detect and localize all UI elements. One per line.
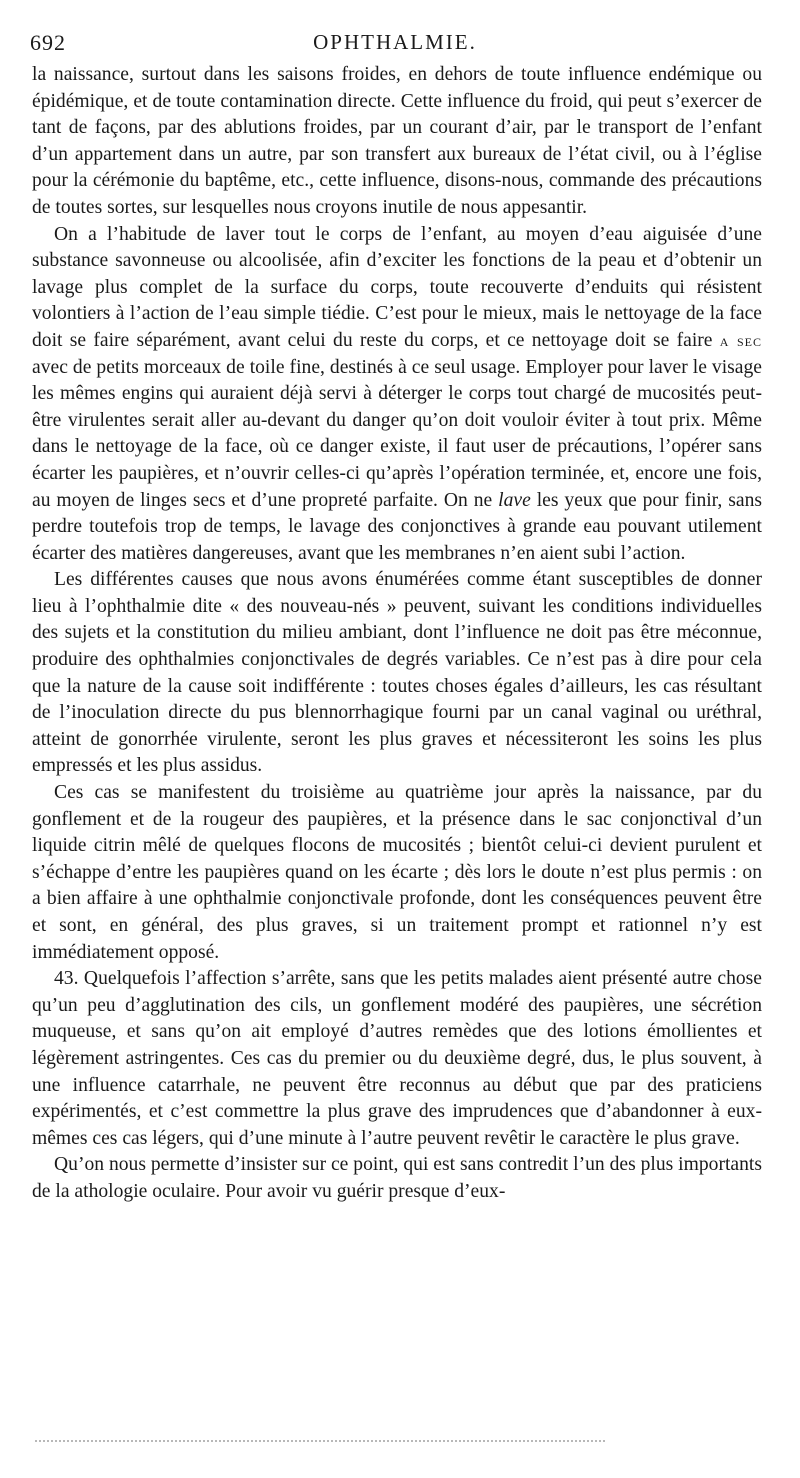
paragraph-6 <box>32 1152 762 1205</box>
paragraph-text: Qu’on nous permette d’insister sur ce point, qui est sans contredit l’un des plus importants de la athologie oculaire. Pour avoir vu guérir presque d’eux- <box>32 1154 762 1202</box>
paragraph-text: On a l’habitude de laver tout le corps de l’enfant, au moyen d’eau aiguisée d’une substance savonneuse ou alcoolisée, afin d’exciter les fonctions de la peau et d’obtenir un lavage plus complet de la surface du corps, toute recouverte d’enduits qui résistent volontiers à l’action de l’eau simple tiédie. C’est pour le mieux, mais le nettoyage de la face doit se faire séparément, avant celui du reste du corps, et ce nettoyage doit se faire <box>32 223 762 351</box>
smallcaps-text: a sec <box>719 330 762 350</box>
paragraph-text: Les différentes causes que nous avons énumérées comme étant susceptibles de donner lieu à l’ophthalmie dite « des nouveau-nés » peuvent, suivant les conditions individuelles des sujets et la constitution du milieu ambiant, dont l’influence ne doit pas être méconnue, produire des ophthalmies conjonctivales de degrés variables. Ce n’est pas à dire pour cela que la nature de la cause soit indifférente : toutes choses égales d’ailleurs, les cas résultant de l’inoculation directe du pus blennorrhagique fourni par un canal vaginal ou uréthral, atteint de gonorrhée virulente, seront les plus graves et nécessiteront les soins les plus empressés et les plus assidus. <box>32 569 762 777</box>
paragraph-5 <box>32 966 762 1152</box>
paragraph-text: 43. Quelquefois l’affection s’arrête, sans que les petits malades aient présenté autre chose qu’un peu d’agglutination des cils, un gonflement modéré des paupières, une sécrétion muqueuse, et sans qu’on ait employé d’autres remèdes que des lotions émollientes et légèrement astringentes. Ces cas du premier ou du deuxième degré, dus, le plus souvent, à une influence catarrhale, ne peuvent être reconnus au début que par des praticiens expérimentés, et c’est commettre la plus grave des imprudences que d’abandonner à eux-mêmes ces cas légers, qui d’une minute à l’autre peuvent revêtir le caractère le plus grave. <box>32 968 762 1149</box>
paragraph-3 <box>32 567 762 780</box>
emphasis-text: lave <box>498 489 531 511</box>
page-number: 692 <box>30 30 66 55</box>
paragraph-2 <box>32 222 762 568</box>
footer-rule <box>35 1440 605 1442</box>
paragraph-4 <box>32 780 762 966</box>
paragraph-text: avec de petits morceaux de toile fine, destinés à ce seul usage. Employer pour laver le visage les mêmes engins qui auraient déjà servi à déterger le corps tout chargé de mucosités peut-être virulentes serait aller au-devant du danger qu’on doit vouloir éviter à tout prix. Même dans le nettoyage de la face, où ce danger existe, il faut user de précautions, l’opérer sans écarter les paupières, et n’ouvrir celles-ci qu’après l’opération terminée, et, encore une fois, au moyen de linges secs et d’une propreté parfaite. On ne <box>32 356 762 511</box>
paragraph-text: la naissance, surtout dans les saisons froides, en dehors de toute influence endémique ou épidémique, et de toute contamination directe. Cette influence du froid, qui peut s’exercer de tant de façons, par des ablutions froides, par un courant d’air, par le transport de l’enfant d’un appartement dans un autre, par son transfert aux bureaux de l’état civil, ou à l’église pour la cérémonie du baptême, etc., cette influence, disons-nous, commande des précautions de toutes sortes, sur lesquelles nous croyons inutile de nous appesantir. <box>32 64 762 218</box>
page-header <box>30 30 760 60</box>
body-text <box>32 62 762 1206</box>
paragraph-1 <box>32 62 762 222</box>
paragraph-text: les yeux que pour finir, sans perdre toutefois trop de temps, le lavage des conjonctives à grande eau pouvant utilement écarter des matières dangereuses, avant que les membranes n’en aient subi l’action. <box>32 489 762 564</box>
paragraph-text: Ces cas se manifestent du troisième au quatrième jour après la naissance, par du gonflement et de la rougeur des paupières, et la présence dans le sac conjonctival d’un liquide citrin mêlé de quelques flocons de mucosités ; bientôt celui-ci devient purulent et s’échappe d’entre les paupières quand on les écarte ; dès lors le doute n’est plus permis : on a bien affaire à une ophthalmie conjonctivale profonde, dont les conséquences peuvent être et sont, en général, des plus graves, si un traitement prompt et rationnel n’y est immédiatement opposé. <box>32 782 762 963</box>
running-head: OPHTHALMIE. <box>313 30 477 54</box>
